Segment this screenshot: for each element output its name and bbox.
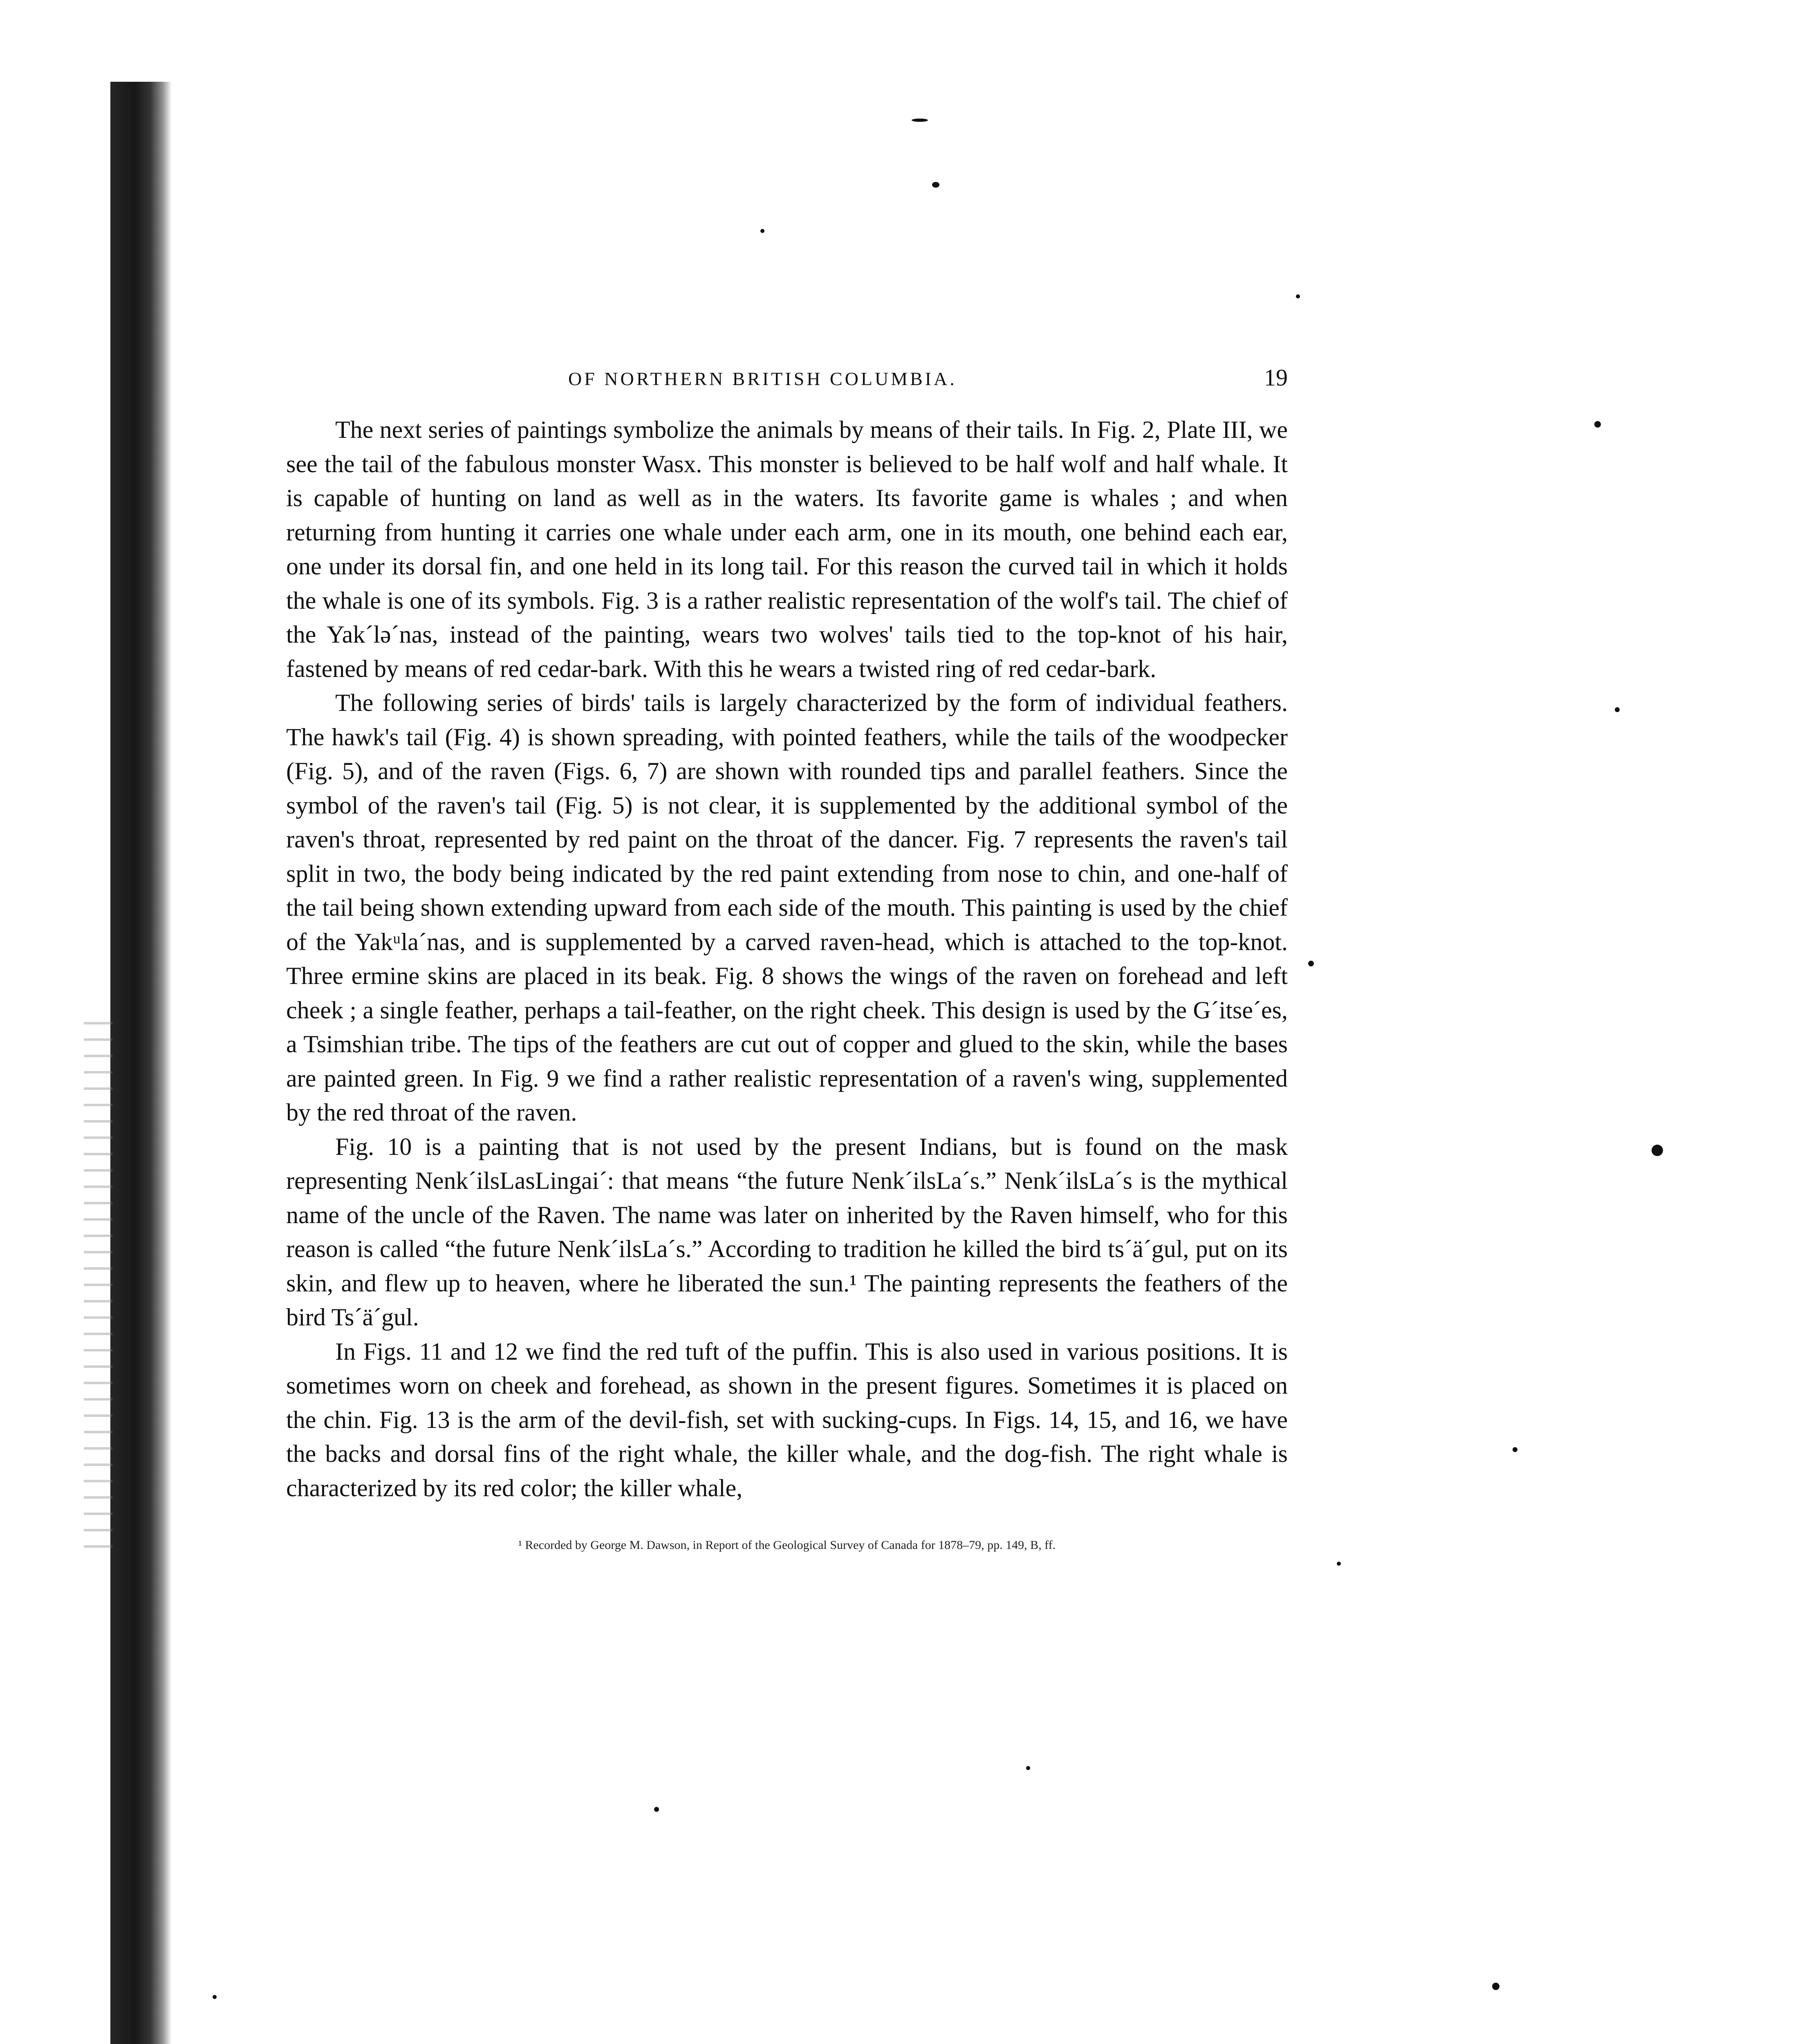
running-title: OF NORTHERN BRITISH COLUMBIA. xyxy=(568,368,957,389)
gutter-noise xyxy=(84,1022,112,1553)
page-content xyxy=(286,360,1288,1553)
page-gutter-shadow xyxy=(110,82,172,2044)
body-text xyxy=(286,413,1288,1505)
page-number: 19 xyxy=(1264,364,1288,391)
paragraph: In Figs. 11 and 12 we find the red tuft of the puffin. This is also used in various positions. It is sometimes worn on cheek and forehead, as shown in the present figures. Sometimes it is placed on the chin. Fig. 13 is the arm of the devil-fish, set with sucking-cups. In Figs. 14, 15, and 16, we have the backs and dorsal fins of the right whale, the killer whale, and the dog-fish. The right whale is characterized by its red color; the killer whale, xyxy=(286,1338,1288,1502)
paragraph: The next series of paintings symbolize the animals by means of their tails. In Fig. 2, Plate III, we see the tail of the fabulous monster Wasx. This monster is believed to be half wolf and half whale. It is capable of hunting on land as well as in the waters. Its favorite game is whales ; and when returning from hunting it carries one whale under each arm, one in its mouth, one behind each ear, one under its dorsal fin, and one held in its long tail. For this reason the curved tail in which it holds the whale is one of its symbols. Fig. 3 is a rather realistic representation of the wolf's tail. The chief of the Yak´lə´nas, instead of the painting, wears two wolves' tails tied to the top-knot of his hair, fastened by means of red cedar-bark. With this he wears a twisted ring of red cedar-bark. xyxy=(286,416,1288,682)
running-head xyxy=(286,360,1288,397)
paragraph: The following series of birds' tails is largely characterized by the form of individual feathers. The hawk's tail (Fig. 4) is shown spreading, with pointed feathers, while the tails of the woodpecker (Fig. 5), and of the raven (Figs. 6, 7) are shown with rounded tips and parallel feathers. Since the symbol of the raven's tail (Fig. 5) is not clear, it is supplemented by the additional symbol of the raven's throat, represented by red paint on the throat of the dancer. Fig. 7 represents the raven's tail split in two, the body being indicated by the red paint extending from nose to chin, and one-half of the tail being shown extending upward from each side of the mouth. This painting is used by the chief of the Yakᵘla´nas, and is supplemented by a carved raven-head, which is attached to the top-knot. Three ermine skins are placed in its beak. Fig. 8 shows the wings of the raven on forehead and left cheek ; a single feather, perhaps a tail-feather, on the right cheek. This design is used by the G´itse´es, a Tsimshian tribe. The tips of the feathers are cut out of copper and glued to the skin, while the bases are painted green. In Fig. 9 we find a rather realistic representation of a raven's wing, supplemented by the red throat of the raven. xyxy=(286,689,1288,1126)
footnote: ¹ Recorded by George M. Dawson, in Report of the Geological Survey of Canada for 1878–79, pp. 149, B, ff. xyxy=(518,1538,1056,1552)
paragraph: Fig. 10 is a painting that is not used by the present Indians, but is found on the mask representing Nenk´ilsLasLingai´: that means “the future Nenk´ilsLa´s.” Nenk´ilsLa´s is the mythical name of the uncle of the Raven. The name was later on inherited by the Raven himself, who for this reason is called “the future Nenk´ilsLa´s.” According to tradition he killed the bird ts´ä´gul, put on its skin, and flew up to heaven, where he liberated the sun.¹ The painting represents the feathers of the bird Ts´ä´gul. xyxy=(286,1133,1288,1331)
